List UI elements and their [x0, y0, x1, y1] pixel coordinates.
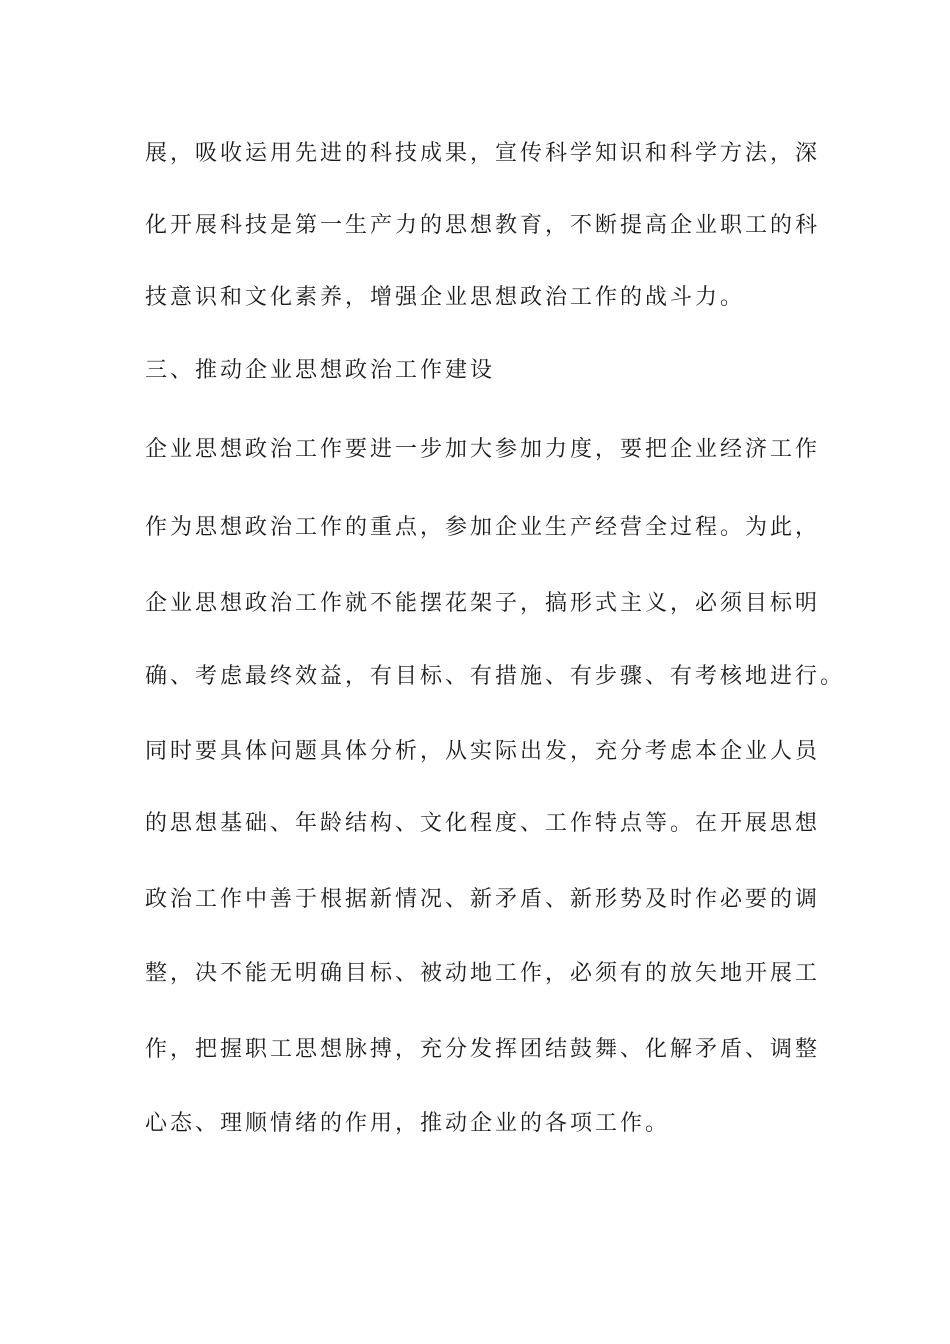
paragraph-line: 技意识和文化素养，增强企业思想政治工作的战斗力。 [145, 285, 746, 310]
paragraph-line: 作为思想政治工作的重点，参加企业生产经营全过程。为此， [145, 515, 821, 540]
paragraph-line: 化开展科技是第一生产力的思想教育，不断提高企业职工的科 [145, 213, 821, 238]
paragraph-line: 作，把握职工思想脉搏，充分发挥团结鼓舞、化解矛盾、调整 [145, 1037, 821, 1062]
section-heading: 三、推动企业思想政治工作建设 [145, 358, 496, 383]
paragraph-line: 企业思想政治工作要进一步加大参加力度，要把企业经济工作 [145, 437, 821, 462]
paragraph-line: 的思想基础、年龄结构、文化程度、工作特点等。在开展思想 [145, 811, 821, 836]
paragraph-line: 心态、理顺情绪的作用，推动企业的各项工作。 [145, 1111, 671, 1136]
paragraph-line: 确、考虑最终效益，有目标、有措施、有步骤、有考核地进行。 [145, 664, 846, 689]
paragraph-line: 政治工作中善于根据新情况、新矛盾、新形势及时作必要的调 [145, 887, 821, 912]
paragraph-line: 同时要具体问题具体分析，从实际出发，充分考虑本企业人员 [145, 739, 821, 764]
paragraph-line: 企业思想政治工作就不能摆花架子，搞形式主义，必须目标明 [145, 591, 821, 616]
paragraph-line: 展，吸收运用先进的科技成果，宣传科学知识和科学方法，深 [145, 141, 821, 166]
paragraph-line: 整，决不能无明确目标、被动地工作，必须有的放矢地开展工 [145, 961, 821, 986]
